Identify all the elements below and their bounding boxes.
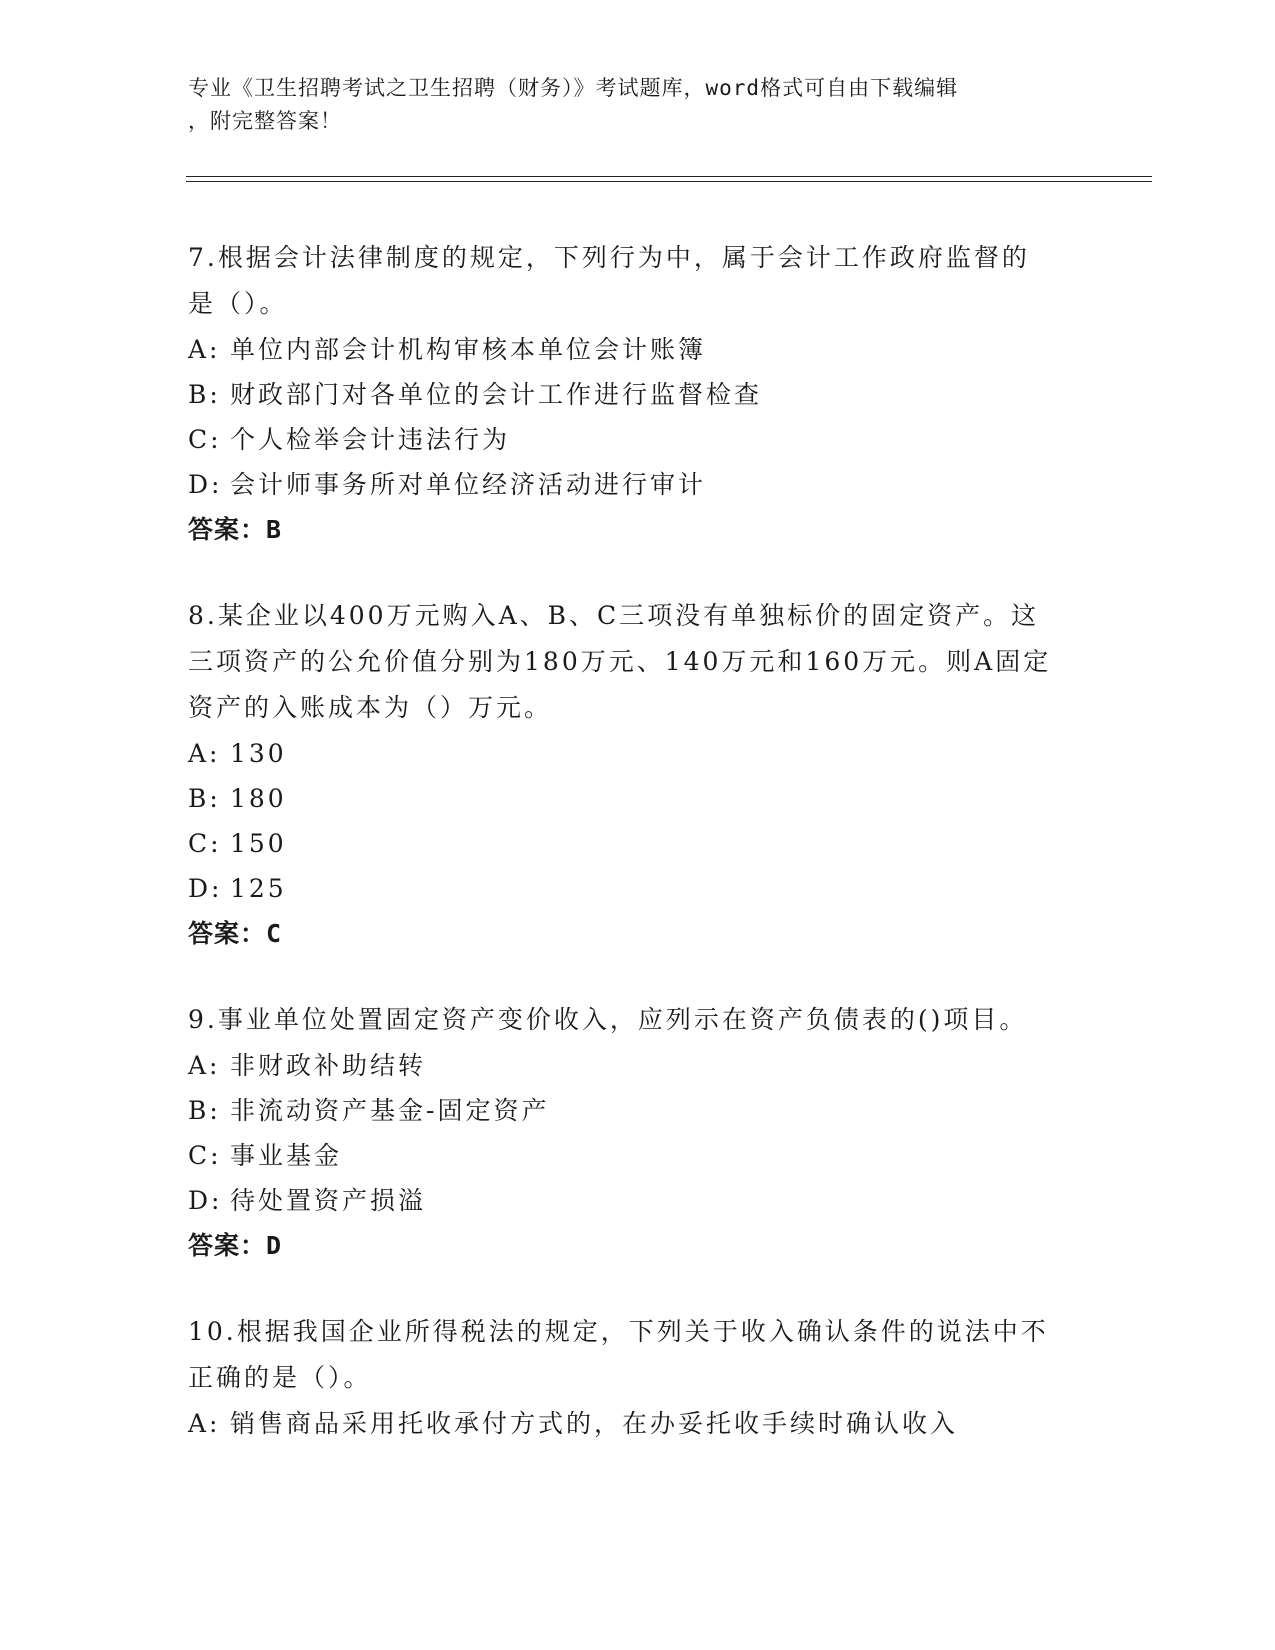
option-a — [188, 1043, 1088, 1088]
option-letter: A: — [188, 1409, 221, 1438]
option-letter: B: — [188, 1096, 221, 1125]
option-d — [188, 866, 1088, 911]
option-text: 130 — [230, 739, 287, 768]
option-text: 非流动资产基金-固定资产 — [230, 1096, 550, 1125]
option-text: 180 — [230, 784, 287, 813]
option-c — [188, 1133, 1088, 1178]
option-letter: A: — [188, 739, 221, 768]
question-stem-line: 7.根据会计法律制度的规定，下列行为中，属于会计工作政府监督的 — [188, 243, 1030, 272]
option-text: 非财政补助结转 — [230, 1051, 427, 1080]
question-stem-line: 10.根据我国企业所得税法的规定，下列关于收入确认条件的说法中不 — [188, 1317, 1049, 1346]
option-letter: D: — [188, 470, 223, 499]
option-d — [188, 1178, 1088, 1223]
option-letter: C: — [188, 829, 222, 858]
option-text: 125 — [230, 874, 287, 903]
option-letter: B: — [188, 380, 221, 409]
header-line-2: ，附完整答案！ — [188, 109, 342, 133]
header-divider-bottom — [186, 181, 1152, 182]
option-b — [188, 1088, 1088, 1133]
question-stem-line: 8.某企业以400万元购入A、B、C三项没有单独标价的固定资产。这 — [188, 601, 1040, 630]
option-letter: A: — [188, 335, 221, 364]
question-stem-line: 正确的是（）。 — [188, 1363, 372, 1392]
header-divider-top — [186, 176, 1152, 177]
option-letter: C: — [188, 1141, 222, 1170]
document-header — [188, 72, 1068, 138]
option-a — [188, 731, 1088, 776]
option-text: 待处置资产损溢 — [230, 1186, 427, 1215]
answer-line: 答案：C — [188, 919, 283, 948]
option-c — [188, 417, 1088, 462]
question-stem-line: 资产的入账成本为（）万元。 — [188, 693, 553, 722]
option-text: 150 — [230, 829, 287, 858]
header-line-1: 专业《卫生招聘考试之卫生招聘（财务）》考试题库，word格式可自由下载编辑 — [188, 76, 959, 100]
option-text: 事业基金 — [230, 1141, 343, 1170]
question-8 — [188, 593, 1088, 957]
option-d — [188, 462, 1088, 507]
option-text: 单位内部会计机构审核本单位会计账簿 — [230, 335, 707, 364]
option-text: 会计师事务所对单位经济活动进行审计 — [230, 470, 707, 499]
option-a — [188, 327, 1088, 372]
answer-line: 答案：D — [188, 1231, 283, 1260]
option-b — [188, 776, 1088, 821]
option-text: 个人检举会计违法行为 — [230, 425, 511, 454]
option-letter: A: — [188, 1051, 221, 1080]
question-stem-line: 三项资产的公允价值分别为180万元、140万元和160万元。则A固定 — [188, 647, 1052, 676]
question-7 — [188, 235, 1088, 553]
option-letter: B: — [188, 784, 221, 813]
answer-line: 答案：B — [188, 515, 283, 544]
option-letter: D: — [188, 874, 223, 903]
option-text: 财政部门对各单位的会计工作进行监督检查 — [230, 380, 763, 409]
option-a — [188, 1401, 1088, 1446]
question-stem-line: 是（）。 — [188, 289, 288, 318]
option-text: 销售商品采用托收承付方式的，在办妥托收手续时确认收入 — [230, 1409, 959, 1438]
option-letter: C: — [188, 425, 222, 454]
option-b — [188, 372, 1088, 417]
question-10 — [188, 1309, 1088, 1446]
question-list — [188, 235, 1088, 1486]
option-c — [188, 821, 1088, 866]
option-letter: D: — [188, 1186, 223, 1215]
question-9 — [188, 997, 1088, 1269]
question-stem-line: 9.事业单位处置固定资产变价收入，应列示在资产负债表的()项目。 — [188, 1005, 1028, 1034]
